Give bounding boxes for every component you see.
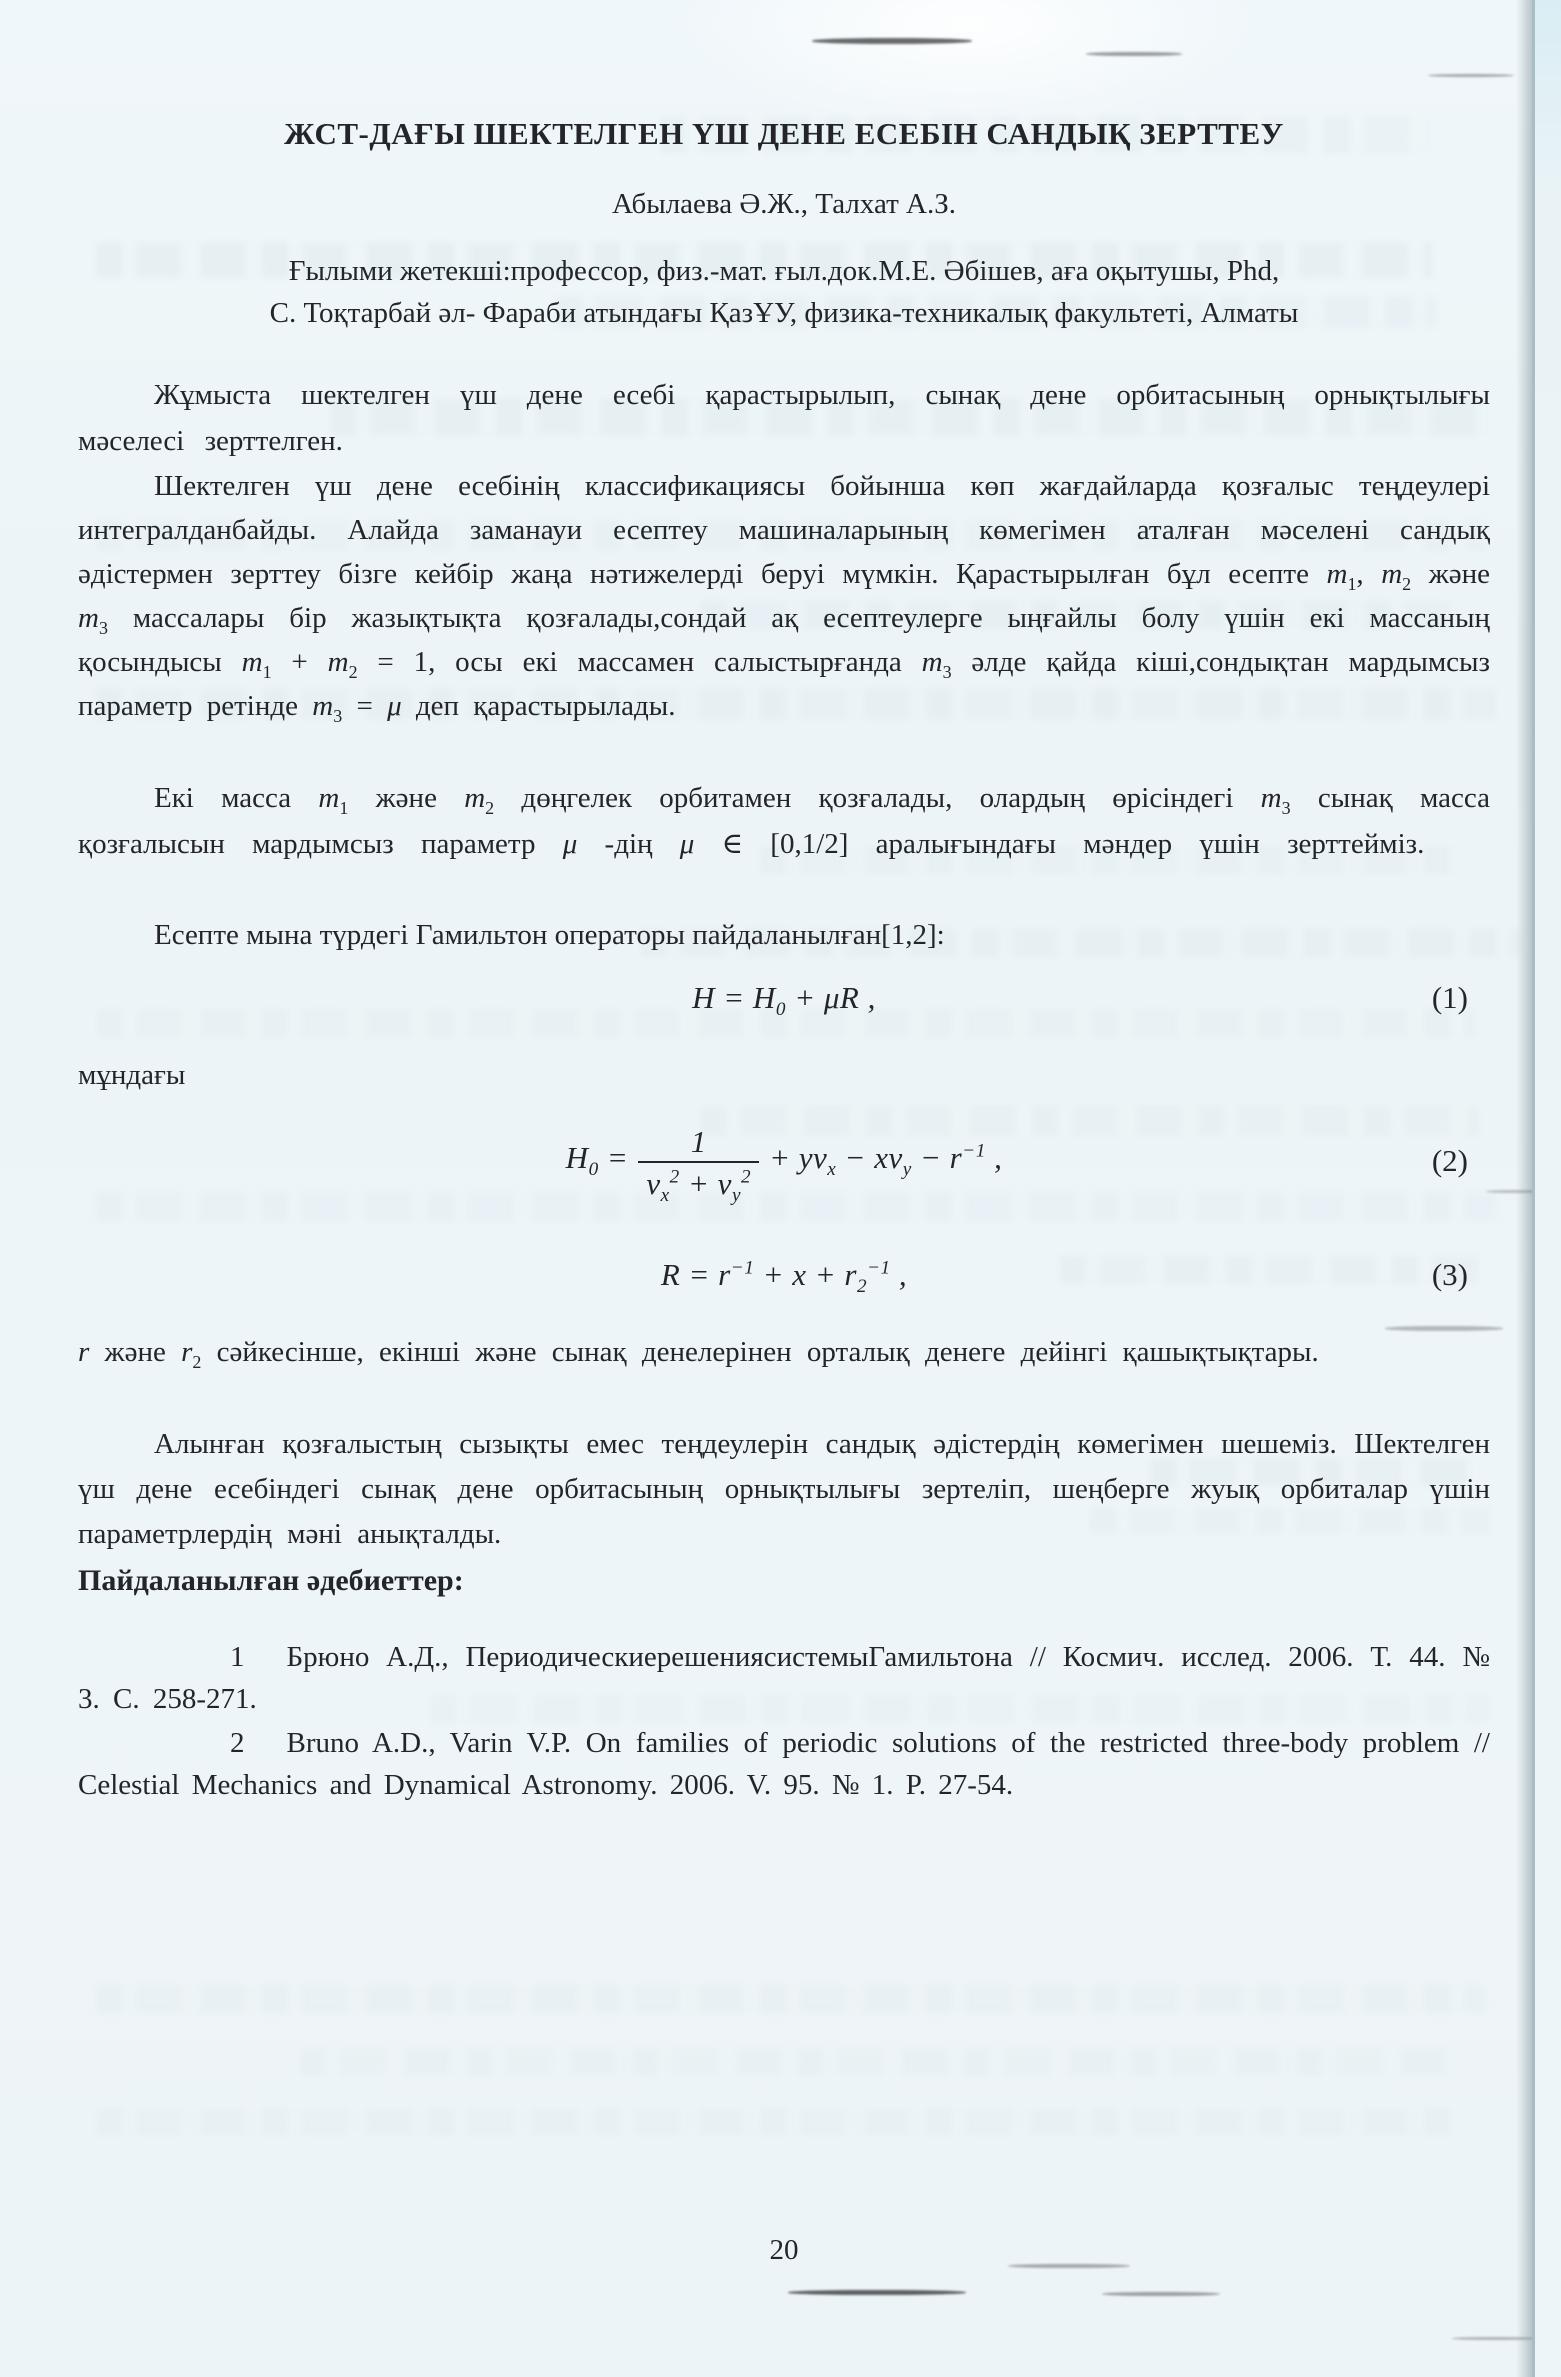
reference-item-1: [78, 1636, 1490, 1720]
bleed-through-artifact: [96, 1985, 1486, 2013]
equation-3: [78, 1245, 1490, 1305]
reference-text: Bruno A.D., Varin V.P. On families of periodic solutions of the restricted three-body problem // Celestial Mechanics and Dynamical Astronomy. 2006. V. 95. № 1. P. 27-54.: [78, 1727, 1490, 1801]
paragraph-3: Екі масса $m_1$ және $m_2$ дөңгелек орбитамен қозғалады, олардың өрісіндегі $m_3$ сынақ масса қозғалысын мардымсыз параметр μ -дің μ ∈ [0,1/2] аралығындағы мәндер үшін зерттейміз.: [78, 782, 1490, 860]
affiliation-line-1: Ғылыми жетекші:профессор, физ.-мат. ғыл.док.М.Е. Әбішев, аға оқытушы, Phd,: [288, 255, 1280, 287]
paragraph-5: r және $r_2$ сәйкесінше, екінші және сынақ денелерінен орталық денеге дейінгі қашықтықтары.: [78, 1336, 1319, 1372]
equation-2-label: (2): [1431, 1143, 1468, 1178]
bleed-through-artifact: [96, 2108, 1456, 2136]
authors-line: Абылаева Ә.Ж., Талхат А.З.: [611, 188, 956, 220]
reference-text: Брюно А.Д., ПериодическиерешениясистемыГамильтона // Космич. исслед. 2006. Т. 44. № 3. С. 258-271.: [78, 1641, 1490, 1715]
paragraph-1: Жұмыста шектелген үш дене есебі қарастырылып, сынақ дене орбитасының орнықтылығы мәселесі зерттелген.: [78, 379, 1490, 457]
scan-smudge: [1102, 2292, 1220, 2296]
page-fold-line: [1532, 0, 1535, 2377]
reference-item-2: [78, 1722, 1490, 1806]
affiliation-line-2: С. Тоқтарбай әл- Фараби атындағы ҚазҰУ, физика-техникалық факультеті, Алматы: [269, 297, 1299, 329]
reference-number: 2: [230, 1727, 245, 1759]
header: [78, 112, 1490, 334]
scan-smudge: [1385, 1326, 1503, 1331]
fraction: $\frac{1}{v_x^2 + v_y^2}$: [638, 1125, 759, 1201]
paper-title: ЖСТ-ДАҒЫ ШЕКТЕЛГЕН ҮШ ДЕНЕ ЕСЕБІН САНДЫҚ ЗЕРТТЕУ: [284, 116, 1284, 151]
where-label: мұндағы: [78, 1059, 186, 1091]
scan-smudge: [788, 2290, 966, 2295]
equation-1-formula: $H = H_0 + \mu R$ ,: [692, 980, 876, 1021]
equation-2: [78, 1095, 1490, 1227]
scan-smudge: [812, 38, 972, 44]
reference-number: 1: [230, 1641, 245, 1673]
references-heading: Пайдаланылған әдебиеттер:: [78, 1564, 464, 1597]
equation-1: [78, 968, 1490, 1028]
equation-1-label: (1): [1431, 980, 1468, 1015]
scan-smudge: [1428, 74, 1514, 77]
paragraph-2: Шектелген үш дене есебінің классификациясы бойынша көп жағдайларда қозғалыс теңдеулері интегралданбайды. Алайда заманауи есептеу машиналарының көмегімен аталған мәселені сандық әдістермен зерттеу бізге кейбір жаңа нәтижелерді беруі мүмкін. Қарастырылған бұл есепте $m_1$, $m_2$ және $m_3$ массалары бір жазықтықта қозғалады,сондай ақ есептеулерге ыңғайлы болу үшін екі массаның қосындысы $m_1 + m_2 = 1$, осы екі массамен салыстырғанда $m_3$ әлде қайда кіші,сондықтан мардымсыз параметр ретінде $m_3 = \mu$ деп қарастырылады.: [78, 470, 1490, 726]
paragraph-6: Алынған қозғалыстың сызықты емес теңдеулерін сандық әдістердің көмегімен шешеміз. Шектелген үш дене есебіндегі сынақ дене орбитасының орнықтылығы зертеліп, шеңберге жуық орбиталар үшін параметрлердің мәні анықталды.: [78, 1428, 1490, 1550]
page-fold-shadow: [1516, 0, 1532, 2377]
bleed-through-artifact: [300, 2048, 1460, 2076]
equation-3-label: (3): [1431, 1257, 1468, 1292]
scan-smudge: [1086, 52, 1182, 56]
paragraph-4: Есепте мына түрдегі Гамильтон операторы пайдаланылған[1,2]:: [154, 919, 945, 951]
page-edge-strip: [1535, 0, 1561, 2377]
equation-3-formula: $R = r^{-1} + x + r_2^{-1}$ ,: [660, 1257, 908, 1298]
page-number: 20: [769, 2234, 799, 2266]
equation-2-formula: $H_0$ = $\frac{1}{v_x^2 + v_y^2}$ + $yv_x - xv_y - r^{-1}$ ,: [565, 1124, 1003, 1207]
